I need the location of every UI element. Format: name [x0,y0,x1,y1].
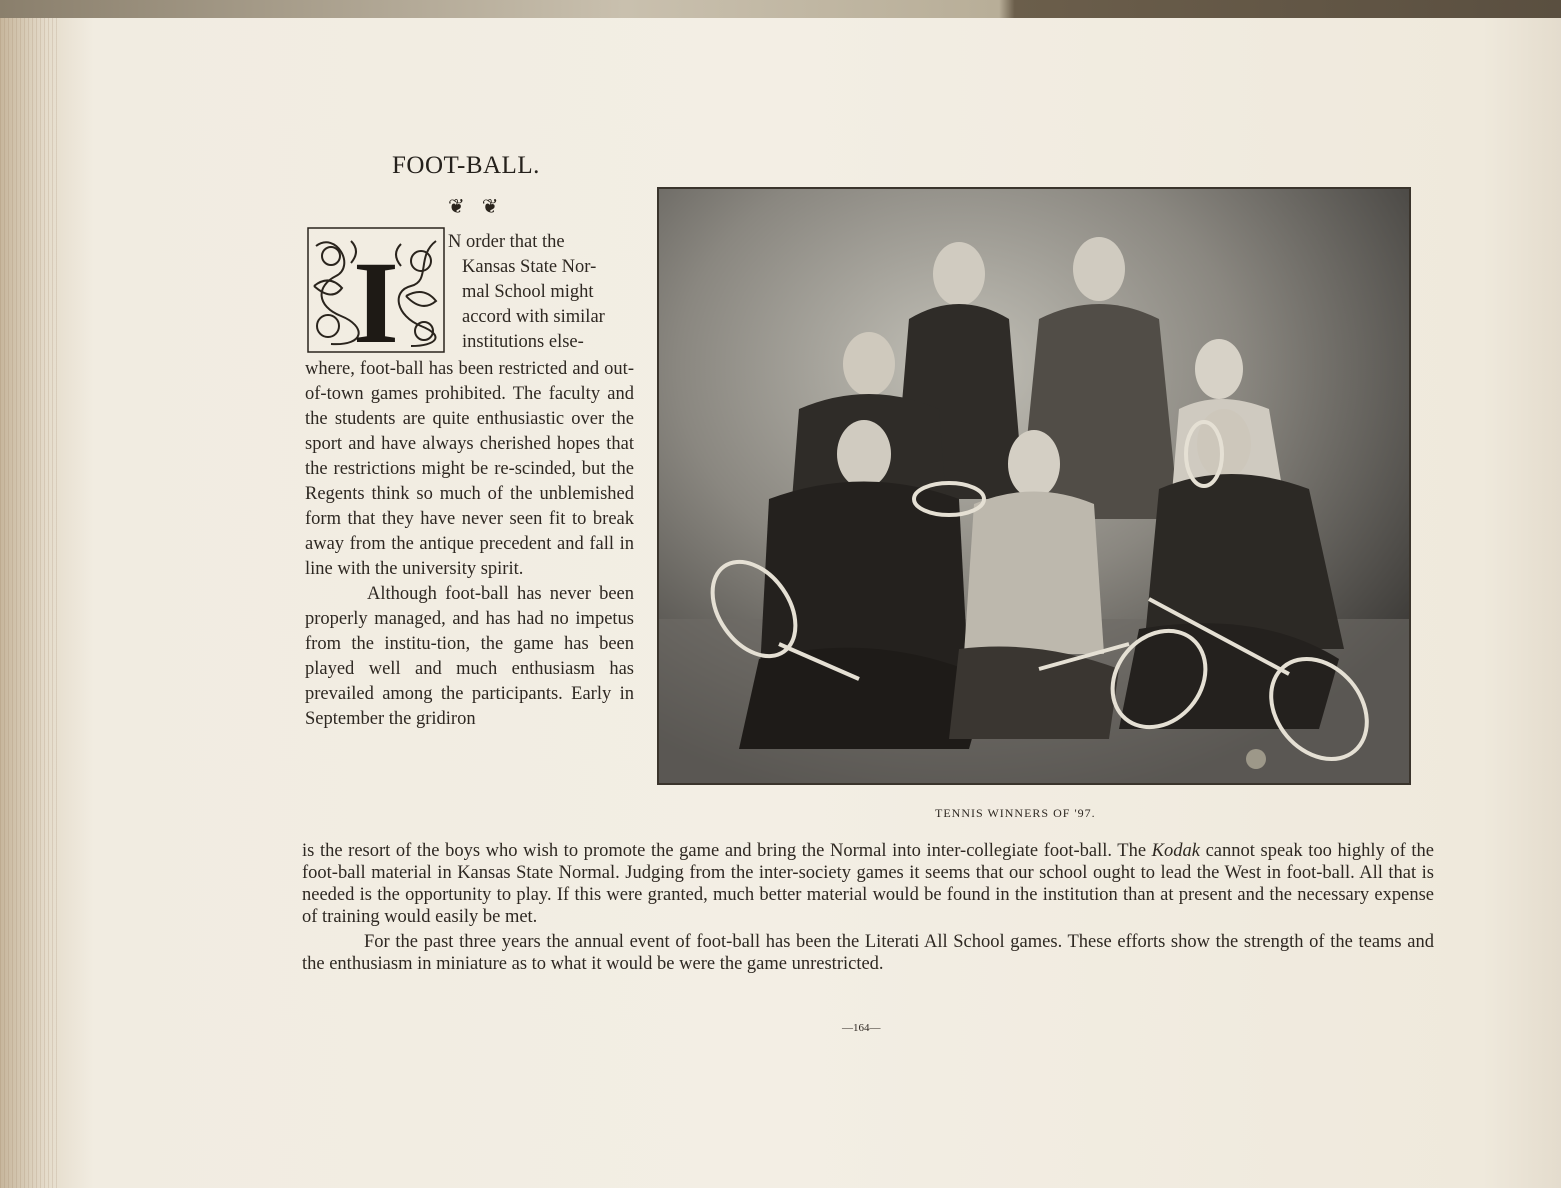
paragraph-2-continued [302,840,1434,928]
intro-line-4: accord with similar [462,307,605,327]
paragraph-2-start: is the resort of the boys who wish to promote the game and bring the Normal into inter-collegiate foot-ball. The [302,841,1152,861]
paragraph-2-end: cannot speak too highly of the foot-ball material in Kansas State Normal. Judging from the inter-society games it seems that our school ought to lead the West in foot-ball. All that is needed is the opportunity to play. If this were granted, much better material would be found in the institution than at present and the necessary expense of training would easily be met. [302,841,1434,927]
full-width-text [302,840,1434,975]
page-title: FOOT-BALL. [392,152,540,179]
paragraph-3: For the past three years the annual event of foot-ball has been the Literati All School games. These efforts show the strength of the teams and the enthusiasm in miniature as to what it would be were the game unrestricted. [302,932,1434,974]
photo-illustration [659,189,1409,783]
intro-line-2: Kansas State Nor- [462,257,597,277]
page-number: —164— [842,1022,881,1034]
page-stack-edge [0,18,60,1188]
intro-line-1: N order that the [448,232,565,252]
intro-line-5: institutions else- [462,332,584,352]
kodak-italic: Kodak [1151,841,1200,861]
paragraph-2-column-text: Although foot-ball has never been properly managed, and has had no impetus from the institu-tion, the game has been played well and much enthusiasm has prevailed among the participants. Early in September the gridiron [305,584,634,729]
intro-line-3: mal School might [462,282,594,302]
dropcap-illuminated-letter [306,226,446,354]
svg-text:I: I [353,237,399,354]
ornament-fleurons: ❦ ❦ [448,196,505,218]
paragraph-1-text: where, foot-ball has been restricted and out-of-town games prohibited. The faculty and the students are quite enthusiastic over the sport and have always cherished hopes that the restrictions might be re-scinded, but the Regents think so much of the unblemished form that they have never seen fit to break away from the antique precedent and fall in line with the university spirit. [305,359,634,579]
left-column-text [305,357,634,732]
photo-caption: TENNIS WINNERS OF '97. [935,806,1096,820]
tennis-winners-photo [657,187,1411,785]
